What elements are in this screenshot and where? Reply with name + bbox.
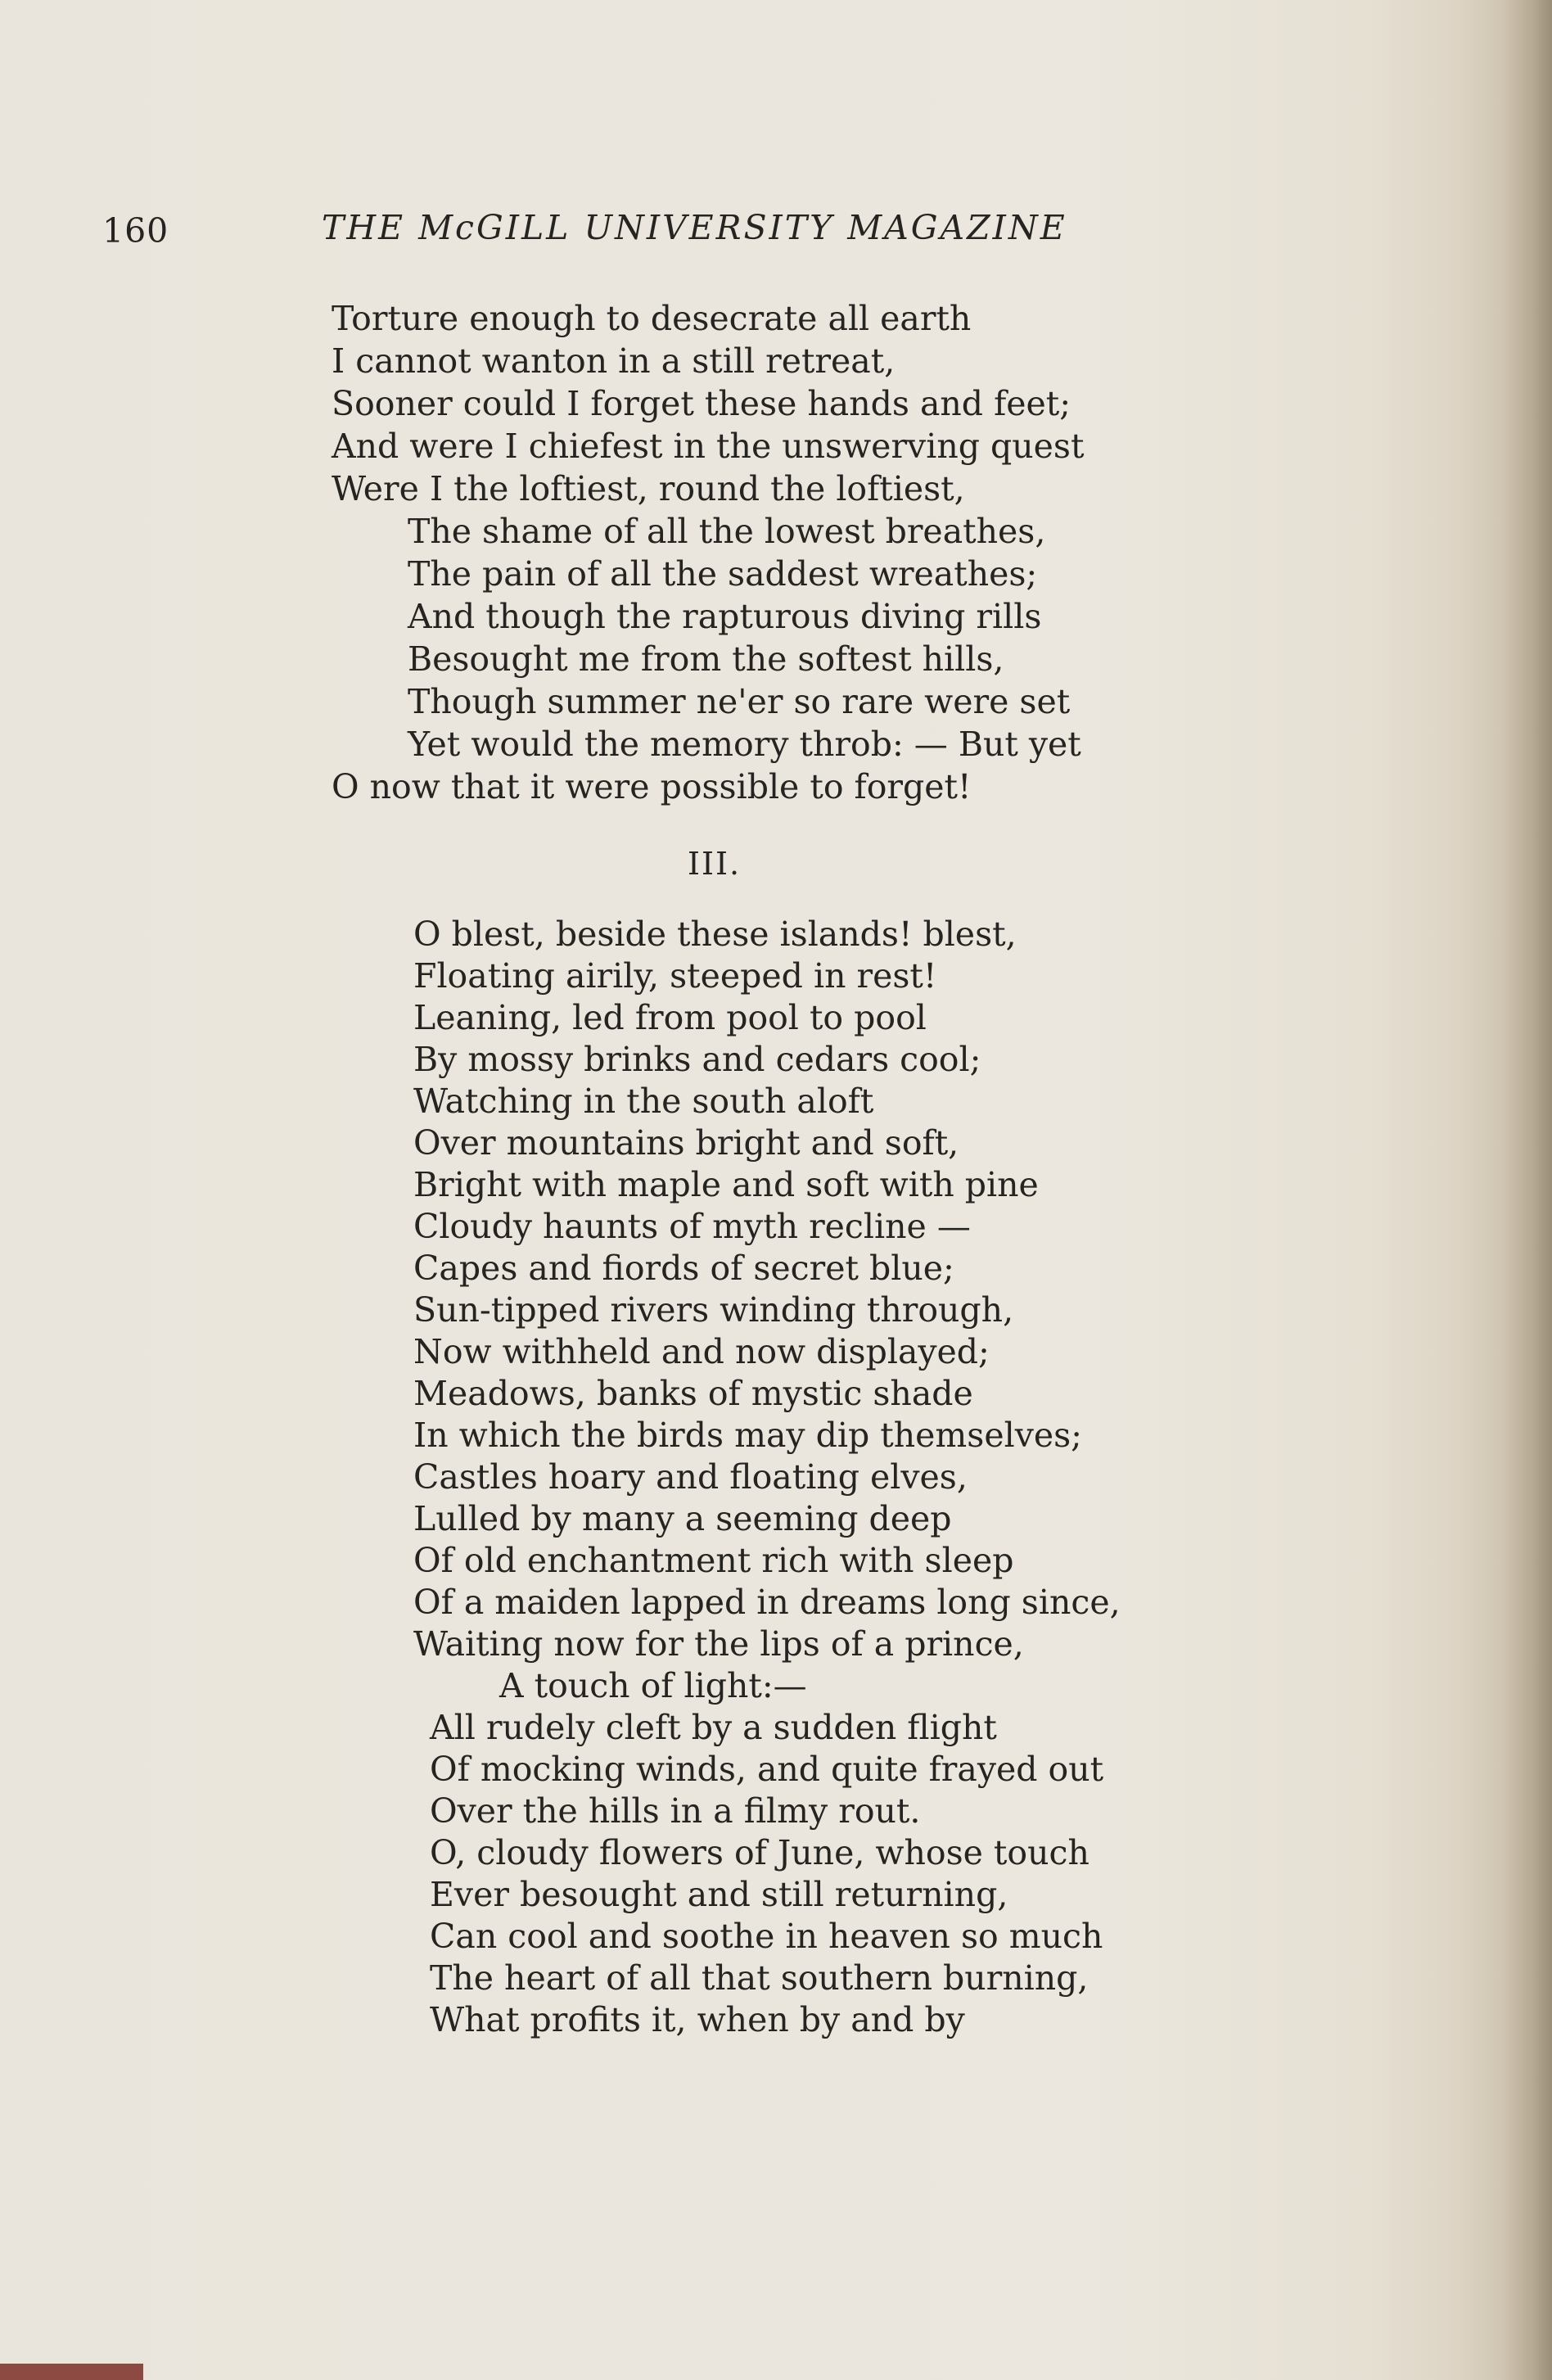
poem-line: The shame of all the lowest breathes, — [408, 512, 1046, 551]
page-corner-mark — [0, 2364, 143, 2380]
poem-line: The heart of all that southern burning, — [430, 1958, 1089, 1998]
poem-line: Were I the loftiest, round the loftiest, — [332, 469, 965, 508]
section-heading: III. — [688, 846, 742, 882]
poem-line: Of a maiden lapped in dreams long since, — [413, 1583, 1121, 1622]
poem-line: Yet would the memory throb: — But yet — [408, 725, 1081, 764]
poem-line: Now withheld and now displayed; — [413, 1332, 990, 1371]
poem-line: Lulled by many a seeming deep — [413, 1499, 952, 1538]
poem-line: A touch of light:— — [499, 1666, 807, 1705]
poem-line: Cloudy haunts of myth recline — — [413, 1207, 971, 1246]
poem-line: All rudely cleft by a sudden flight — [430, 1708, 997, 1747]
poem-line: Though summer ne'er so rare were set — [408, 682, 1071, 721]
poem-line: Castles hoary and floating elves, — [413, 1457, 968, 1497]
poem-line: Over mountains bright and soft, — [413, 1123, 959, 1163]
poem-line: I cannot wanton in a still retreat, — [332, 341, 896, 381]
poem-line: Waiting now for the lips of a prince, — [413, 1624, 1024, 1664]
poem-line: Ever besought and still returning, — [430, 1875, 1008, 1914]
poem-line: Besought me from the softest hills, — [408, 639, 1004, 679]
poem-line: O, cloudy flowers of June, whose touch — [430, 1833, 1090, 1872]
poem-line: Can cool and soothe in heaven so much — [430, 1917, 1103, 1956]
poem-line: And though the rapturous diving rills — [408, 597, 1042, 636]
poem-line: Floating airily, steeped in rest! — [413, 956, 937, 996]
poem-line: Of old enchantment rich with sleep — [413, 1541, 1014, 1580]
poem-line: Capes and fiords of secret blue; — [413, 1249, 954, 1288]
poem-line: What profits it, when by and by — [430, 2000, 965, 2039]
poem-line: Of mocking winds, and quite frayed out — [430, 1750, 1104, 1789]
poem-line: Meadows, banks of mystic shade — [413, 1374, 973, 1413]
poem-line: Torture enough to desecrate all earth — [332, 299, 972, 338]
poem-line: Over the hills in a filmy rout. — [430, 1791, 921, 1831]
poem-line: O now that it were possible to forget! — [332, 767, 972, 806]
running-head: THE McGILL UNIVERSITY MAGAZINE — [322, 208, 1067, 247]
poem-line: In which the birds may dip themselves; — [413, 1416, 1082, 1455]
binding-gutter-shadow — [1503, 0, 1552, 2380]
poem-line: By mossy brinks and cedars cool; — [413, 1040, 981, 1079]
poem-line: The pain of all the saddest wreathes; — [408, 554, 1038, 594]
poem-line: Leaning, led from pool to pool — [413, 998, 927, 1037]
page-header — [102, 208, 1134, 260]
poem-line: Watching in the south aloft — [413, 1082, 874, 1121]
poem-line: Bright with maple and soft with pine — [413, 1165, 1039, 1204]
poem-line: Sun-tipped rivers winding through, — [413, 1290, 1014, 1330]
poem-line: O blest, beside these islands! blest, — [413, 915, 1017, 954]
poem-line: And were I chiefest in the unswerving quest — [332, 427, 1085, 466]
poem-line: Sooner could I forget these hands and feet; — [332, 384, 1072, 423]
page-number: 160 — [102, 211, 169, 251]
